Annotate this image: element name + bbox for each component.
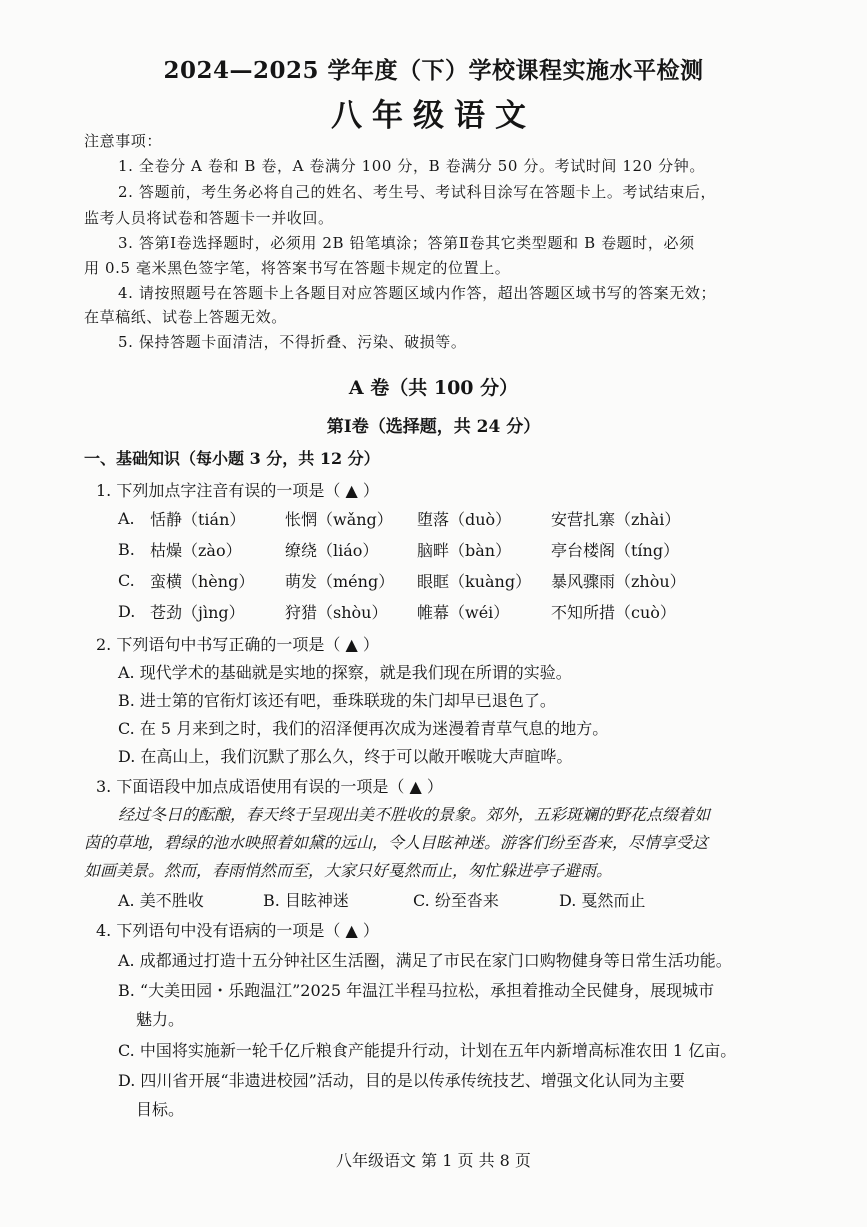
option-item: 缭绕（liáo）: [285, 541, 379, 560]
question-4-option-b: B. “大美田园・乐跑温江”2025 年温江半程马拉松，承担着推动全民健身，展现城市: [118, 981, 715, 1000]
question-3-option-d: D. 戛然而止: [559, 891, 646, 910]
question-3-stem: 3. 下面语段中加点成语使用有误的一项是（ ▲ ）: [96, 777, 443, 796]
option-item: 脑畔（bàn）: [417, 541, 512, 560]
option-item: 安营扎寨（zhài）: [551, 510, 681, 529]
option-label: C.: [118, 571, 135, 590]
option-item: 眼眶（kuàng）: [417, 572, 532, 591]
question-4-option-d-cont: 目标。: [136, 1100, 185, 1119]
note-line: 监考人员将试卷和答题卡一并收回。: [84, 209, 334, 227]
note-line: 5. 保持答题卡面清洁，不得折叠、污染、破损等。: [118, 333, 467, 351]
part-1-title: 一、基础知识（每小题 3 分，共 12 分）: [84, 449, 380, 468]
note-line: 2. 答题前，考生务必将自己的姓名、考生号、考试科目涂写在答题卡上。考试结束后，: [118, 183, 717, 201]
notes-heading: 注意事项：: [84, 132, 163, 150]
question-3-option-b: B. 目眩神迷: [263, 891, 349, 910]
question-3-option-a: A. 美不胜收: [118, 891, 204, 910]
question-4-option-c: C. 中国将实施新一轮千亿斤粮食产能提升行动，计划在五年内新增高标准农田 1 亿亩。: [118, 1041, 737, 1060]
question-4-option-a: A. 成都通过打造十五分钟社区生活圈，满足了市民在家门口购物健身等日常生活功能。: [118, 951, 732, 970]
note-line: 用 0.5 毫米黑色签字笔，将答案书写在答题卡规定的位置上。: [84, 259, 511, 277]
option-item: 堕落（duò）: [417, 510, 512, 529]
question-2-option-a: A. 现代学术的基础就是实地的探察，就是我们现在所谓的实验。: [118, 663, 572, 682]
option-label: D.: [118, 602, 136, 621]
question-3-passage-line: 经过冬日的酝酿，春天终于呈现出美不胜收的景象。郊外，五彩斑斓的野花点缀着如: [118, 805, 711, 824]
option-row-c: [118, 565, 711, 596]
question-1-stem: 1. 下列加点字注音有误的一项是（ ▲ ）: [96, 481, 379, 500]
option-item: 暴风骤雨（zhòu）: [551, 572, 686, 591]
note-line: 4. 请按照题号在答题卡上各题目对应答题区域内作答，超出答题区域书写的答案无效；: [118, 284, 717, 302]
option-item: 蛮横（hèng）: [150, 572, 255, 591]
note-line: 1. 全卷分 A 卷和 B 卷，A 卷满分 100 分，B 卷满分 50 分。考试时间 120 分钟。: [118, 157, 705, 175]
question-3-options: [118, 888, 645, 911]
section-a-title: A 卷（共 100 分）: [348, 377, 519, 399]
option-item: 恬静（tián）: [150, 510, 246, 529]
option-item: 狩猎（shòu）: [285, 603, 388, 622]
option-item: 怅惘（wǎng）: [285, 510, 393, 529]
volume-1-title: 第Ⅰ卷（选择题，共 24 分）: [326, 417, 541, 437]
option-item: 帷幕（wéi）: [417, 603, 510, 622]
option-label: B.: [118, 540, 135, 559]
option-row-b: [118, 534, 711, 565]
question-3-option-c: C. 纷至沓来: [413, 891, 499, 910]
question-3-passage-line: 如画美景。然而，春雨悄然而至，大家只好戛然而止，匆忙躲进亭子避雨。: [84, 861, 613, 880]
exam-title: 2024—2025 学年度（下）学校课程实施水平检测: [163, 57, 704, 84]
note-line: 在草稿纸、试卷上答题无效。: [84, 308, 287, 326]
option-item: 不知所措（cuò）: [551, 603, 676, 622]
option-item: 苍劲（jìng）: [150, 603, 245, 622]
option-item: 亭台楼阁（tíng）: [551, 541, 680, 560]
question-1-options: [118, 503, 711, 627]
question-2-option-b: B. 进士第的官衔灯该还有吧，垂珠联珑的朱门却早已退色了。: [118, 691, 556, 710]
option-row-a: [118, 503, 711, 534]
option-item: 萌发（méng）: [285, 572, 395, 591]
question-2-stem: 2. 下列语句中书写正确的一项是（ ▲ ）: [96, 635, 379, 654]
question-4-option-b-cont: 魅力。: [136, 1010, 185, 1029]
page-footer: 八年级语文 第 1 页 共 8 页: [336, 1151, 531, 1170]
question-3-passage-line: 茵的草地，碧绿的池水映照着如黛的远山，令人目眩神迷。游客们纷至沓来，尽情享受这: [84, 833, 709, 852]
question-4-option-d: D. 四川省开展“非遗进校园”活动，目的是以传承传统技艺、增强文化认同为主要: [118, 1071, 685, 1090]
subject-title: 八年级语文: [331, 98, 536, 134]
question-4-stem: 4. 下列语句中没有语病的一项是（ ▲ ）: [96, 921, 379, 940]
option-item: 枯燥（zào）: [150, 541, 242, 560]
note-line: 3. 答第Ⅰ卷选择题时，必须用 2B 铅笔填涂；答第Ⅱ卷其它类型题和 B 卷题时，必须: [118, 234, 695, 252]
option-label: A.: [118, 509, 135, 528]
question-2-option-d: D. 在高山上，我们沉默了那么久，终于可以敞开喉咙大声暄哗。: [118, 747, 573, 766]
option-row-d: [118, 596, 711, 627]
question-2-option-c: C. 在 5 月来到之时，我们的沼泽便再次成为迷漫着青草气息的地方。: [118, 719, 609, 738]
